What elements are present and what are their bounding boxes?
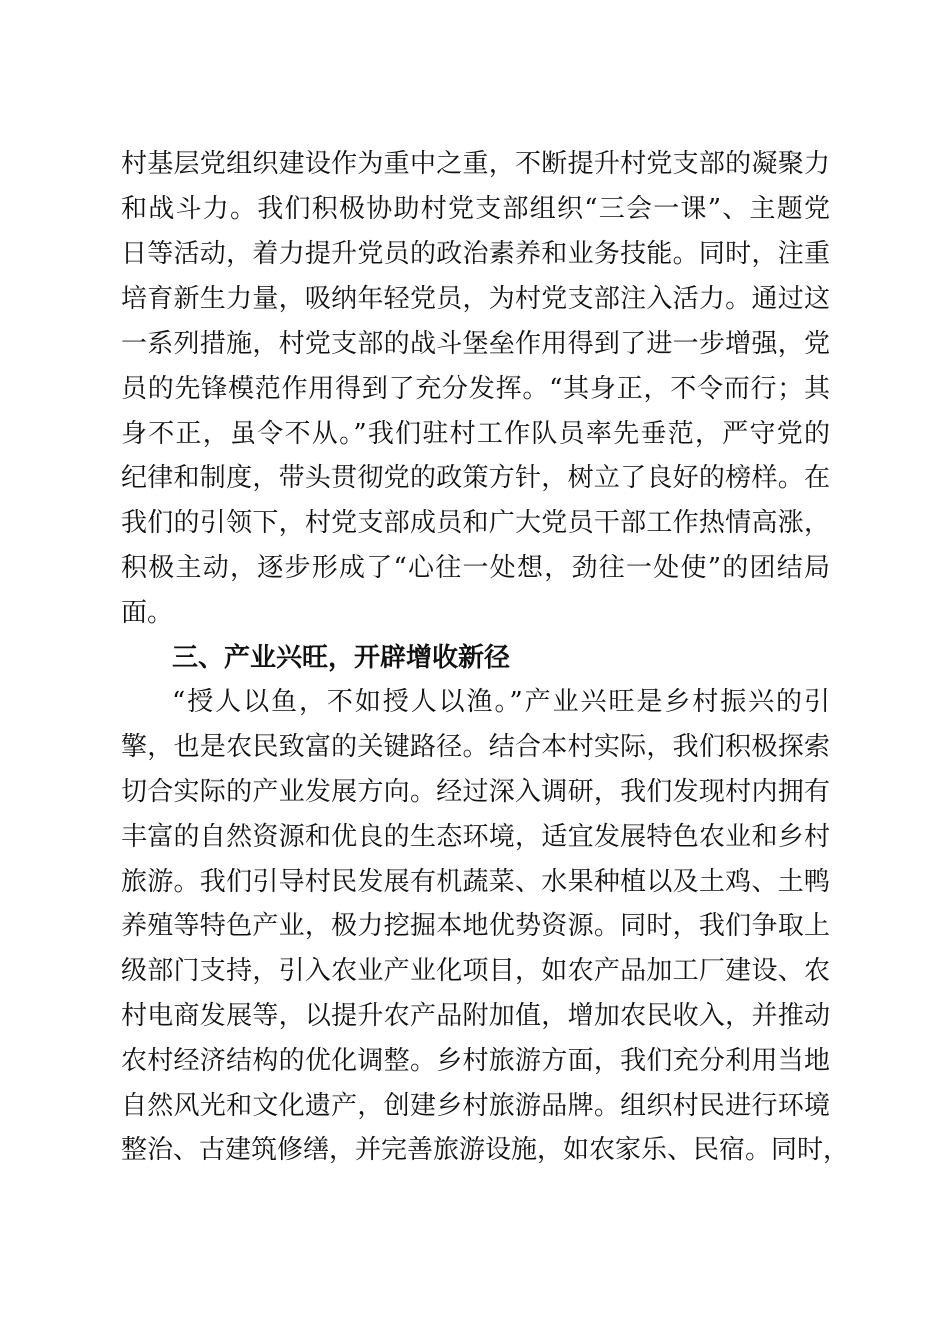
paragraph-line: 我们的引领下，村党支部成员和广大党员干部工作热情高涨，	[121, 508, 830, 538]
paragraph-line: 员的先锋模范作用得到了充分发挥。“其身正，不令而行；其	[121, 374, 830, 404]
paragraph-line: 整治、古建筑修缮，并完善旅游设施，如农家乐、民宿。同时，	[121, 1135, 850, 1165]
paragraph-line: 面。	[121, 598, 174, 628]
paragraph-line: 日等活动，着力提升党员的政治素养和业务技能。同时，注重	[121, 239, 830, 269]
paragraph-line: 一系列措施，村党支部的战斗堡垒作用得到了进一步增强，党	[121, 329, 830, 359]
paragraph-line: 积极主动，逐步形成了“心往一处想，劲往一处使”的团结局	[121, 553, 830, 583]
paragraph-line: 培育新生力量，吸纳年轻党员，为村党支部注入活力。通过这	[121, 284, 830, 314]
paragraph-line: 旅游。我们引导村民发展有机蔬菜、水果种植以及土鸡、土鸭	[121, 867, 830, 897]
paragraph-line: 养殖等特色产业，极力挖掘本地优势资源。同时，我们争取上	[121, 911, 830, 941]
paragraph-line: 村电商发展等，以提升农产品附加值，增加农民收入，并推动	[121, 1001, 830, 1031]
paragraph-line: 切合实际的产业发展方向。经过深入调研，我们发现村内拥有	[121, 777, 830, 807]
paragraph-line: “授人以鱼，不如授人以渔。”产业兴旺是乡村振兴的引	[172, 687, 830, 717]
paragraph-line: 纪律和制度，带头贯彻党的政策方针，树立了良好的榜样。在	[121, 463, 830, 493]
paragraph-line: 身不正，虽令不从。”我们驻村工作队员率先垂范，严守党的	[121, 419, 830, 449]
paragraph-line: 和战斗力。我们积极协助村党支部组织“三会一课”、主题党	[121, 194, 830, 224]
paragraph-line: 丰富的自然资源和优良的生态环境，适宜发展特色农业和乡村	[121, 822, 830, 852]
paragraph-line: 农村经济结构的优化调整。乡村旅游方面，我们充分利用当地	[121, 1046, 830, 1076]
paragraph-line: 村基层党组织建设作为重中之重，不断提升村党支部的凝聚力	[121, 149, 830, 179]
paragraph-line: 擎，也是农民致富的关键路径。结合本村实际，我们积极探索	[121, 732, 830, 762]
section-heading: 三、产业兴旺，开辟增收新径	[172, 643, 511, 673]
paragraph-line: 自然风光和文化遗产，创建乡村旅游品牌。组织村民进行环境	[121, 1091, 830, 1121]
paragraph-line: 级部门支持，引入农业产业化项目，如农产品加工厂建设、农	[121, 956, 830, 986]
